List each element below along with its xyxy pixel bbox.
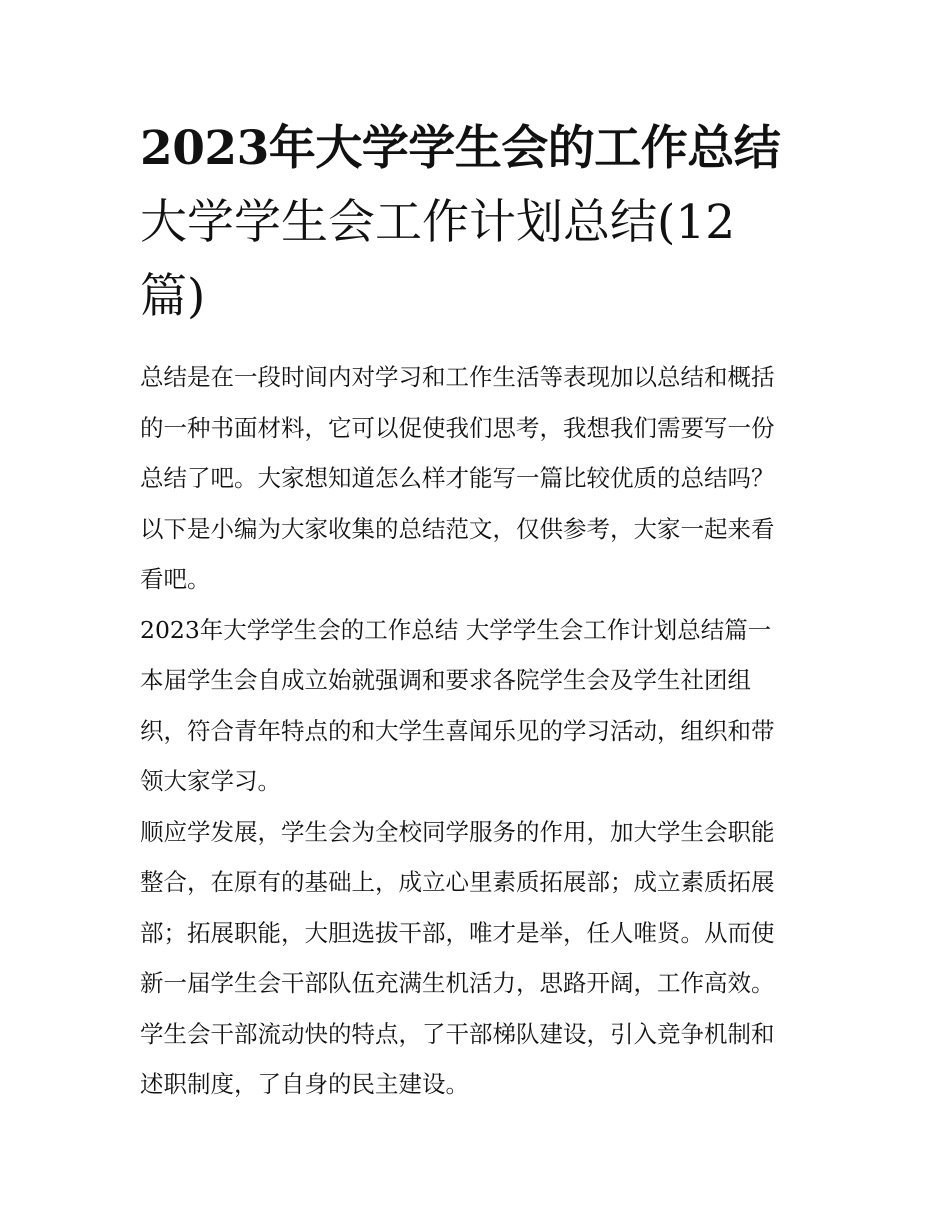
- body-paragraph: [140, 655, 812, 807]
- text-line: 总结了吧。大家想知道怎么样才能写一篇比较优质的总结吗？: [140, 464, 775, 492]
- section-heading: [140, 605, 812, 656]
- text-line: 新一届学生会干部队伍充满生机活力，思路开阔，工作高效。: [140, 969, 775, 997]
- text-line: 顺应学发展，学生会为全校同学服务的作用，加大学生会职能: [140, 817, 775, 846]
- text-line: 本届学生会自成立始就强调和要求各院学生会及学生社团组: [140, 666, 751, 694]
- text-line: 以下是小编为大家收集的总结范文，仅供参考，大家一起来看: [140, 514, 775, 543]
- title-line: 大学学生会工作计划总结(12: [140, 195, 736, 250]
- text-line: 看吧。: [140, 565, 211, 593]
- text-line: 学生会干部流动快的特点，了干部梯队建设，引入竞争机制和: [140, 1019, 775, 1048]
- text-line: 整合，在原有的基础上，成立心里素质拓展部；成立素质拓展: [140, 868, 775, 896]
- text-line: 领大家学习。: [140, 767, 281, 795]
- text-line: 的一种书面材料，它可以促使我们思考，我想我们需要写一份: [140, 413, 775, 442]
- body-paragraph: [140, 807, 812, 1110]
- document-body: [140, 352, 812, 1110]
- intro-paragraph: [140, 352, 812, 605]
- text-line: 总结是在一段时间内对学习和工作生活等表现加以总结和概括: [140, 363, 775, 391]
- text-line: 织，符合青年特点的和大学生喜闻乐见的学习活动，组织和带: [140, 716, 775, 745]
- text-line: 2023年大学学生会的工作总结 大学学生会工作计划总结篇一: [140, 615, 772, 644]
- text-line: 部；拓展职能，大胆选拔干部，唯才是举，任人唯贤。从而使: [140, 918, 775, 947]
- title-line: 篇): [140, 269, 206, 324]
- title-line: 2023年大学学生会的工作总结: [140, 121, 781, 176]
- document-page: [140, 112, 812, 1110]
- text-line: 述职制度，了自身的民主建设。: [140, 1070, 469, 1098]
- document-title: [140, 112, 812, 334]
